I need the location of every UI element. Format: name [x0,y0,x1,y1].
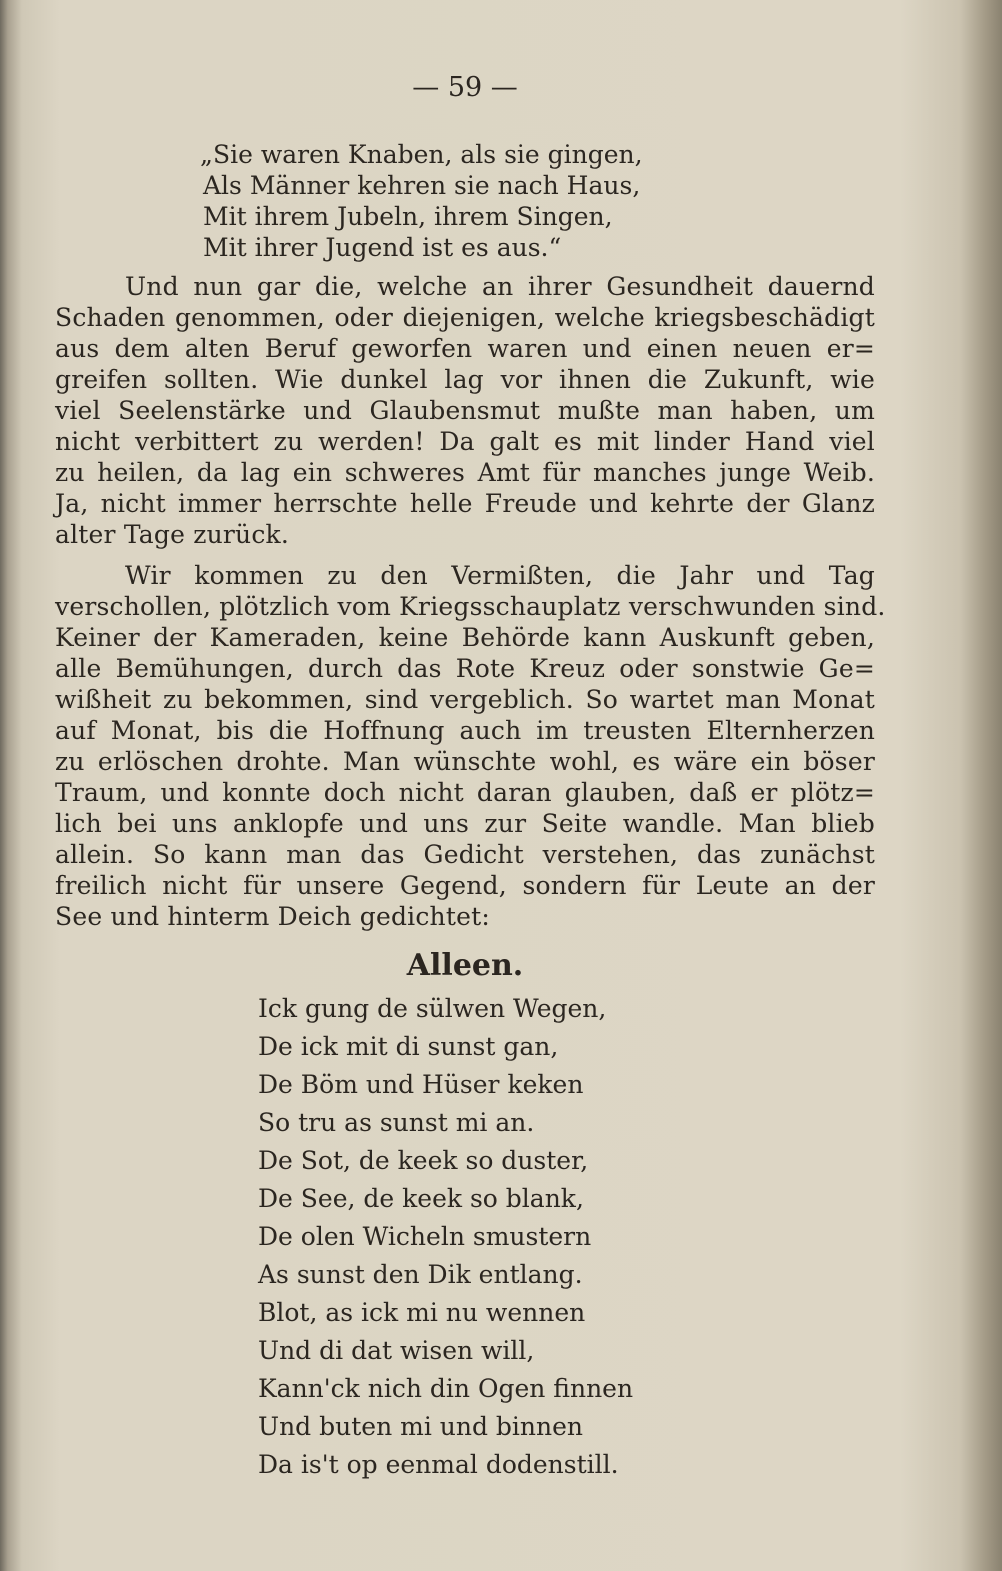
text-line: Und nun gar die, welche an ihrer Gesundheit dauernd [125,272,875,301]
text-line: Keiner der Kameraden, keine Behörde kann Auskunft geben, [55,623,875,652]
poem-line: De Sot, de keek so duster, [258,1146,589,1175]
text-line: nicht verbittert zu werden! Da galt es mit linder Hand viel [55,427,875,456]
text-line: alter Tage zurück. [55,520,290,549]
poem-line: Blot, as ick mi nu wennen [258,1298,586,1327]
verse-line: Mit ihrem Jubeln, ihrem Singen, [203,202,613,231]
text-line: See und hinterm Deich gedichtet: [55,902,490,931]
poem-line: Da is't op eenmal dodenstill. [258,1450,619,1479]
poem-line: De olen Wicheln smustern [258,1222,592,1251]
poem-line: Ick gung de sülwen Wegen, [258,994,607,1023]
text-line: lich bei uns anklopfe und uns zur Seite wandle. Man blieb [55,809,875,838]
text-line: greifen sollten. Wie dunkel lag vor ihnen die Zukunft, wie [55,365,875,394]
poem-line: Und di dat wisen will, [258,1336,535,1365]
text-line: Ja, nicht immer herrschte helle Freude und kehrte der Glanz [55,489,875,518]
text-line: freilich nicht für unsere Gegend, sondern für Leute an der [55,871,875,900]
text-line: allein. So kann man das Gedicht verstehen, das zunächst [55,840,875,869]
verse-line: Als Männer kehren sie nach Haus, [203,171,641,200]
text-line: zu heilen, da lag ein schweres Amt für manches junge Weib. [55,458,875,487]
poem-line: De See, de keek so blank, [258,1184,584,1213]
poem-title: Alleen. [406,948,524,983]
text-line: wißheit zu bekommen, sind vergeblich. So wartet man Monat [55,685,875,714]
poem-line: So tru as sunst mi an. [258,1108,535,1137]
text-line: viel Seelenstärke und Glaubensmut mußte man haben, um [55,396,875,425]
poem-line: Kann'ck nich din Ogen finnen [258,1374,634,1403]
text-line: alle Bemühungen, durch das Rote Kreuz oder sonstwie Ge= [55,654,875,683]
verse-line: Mit ihrer Jugend ist es aus.“ [203,233,562,262]
text-line: Wir kommen zu den Vermißten, die Jahr und Tag [125,561,875,590]
text-line: Traum, und konnte doch nicht daran glauben, daß er plötz= [55,778,875,807]
verse-line: „Sie waren Knaben, als sie gingen, [200,140,643,169]
text-line: Schaden genommen, oder diejenigen, welche kriegsbeschädigt [55,303,875,332]
poem-line: Und buten mi und binnen [258,1412,584,1441]
page-number: — 59 — [412,72,518,103]
text-line: verschollen, plötzlich vom Kriegsschauplatz verschwunden sind. [55,592,886,621]
text-line: aus dem alten Beruf geworfen waren und einen neuen er= [55,334,875,363]
poem-line: De ick mit di sunst gan, [258,1032,559,1061]
text-line: auf Monat, bis die Hoffnung auch im treusten Elternherzen [55,716,875,745]
text-line: zu erlöschen drohte. Man wünschte wohl, es wäre ein böser [55,747,875,776]
poem-line: As sunst den Dik entlang. [258,1260,583,1289]
poem-line: De Böm und Hüser keken [258,1070,584,1099]
